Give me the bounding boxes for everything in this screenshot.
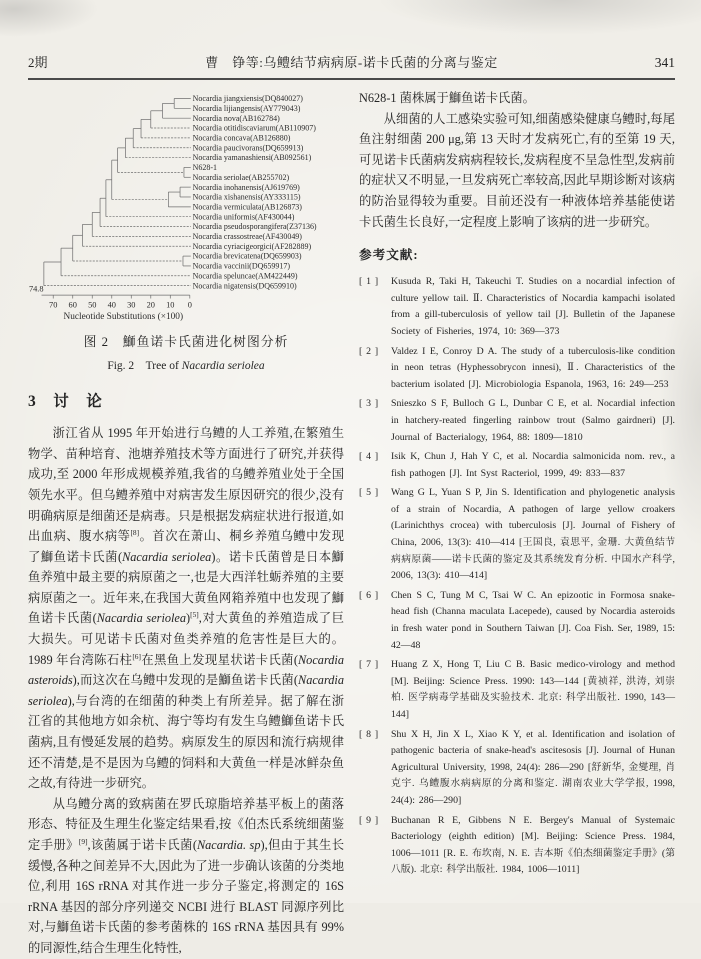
tree-leaf-label: Nocardia vaccinii(DQ659917) [192, 261, 291, 271]
reference-text: Isik K, Chun J, Hah Y C, et al. Nocardia salmonicida nom. rev., a fish pathogen [J]. Int Syst Racteriol, 1999, 49: 833—837 [391, 451, 675, 479]
reference-number: [ 7 ] [359, 659, 379, 671]
tree-leaf-label: Nocardia vermiculata(AB126873) [192, 202, 302, 212]
tree-leaf-label: Nocardia uniformis(AF430044) [192, 212, 295, 222]
tree-leaf-label: Nocardia seriolae(AB255702) [192, 172, 290, 182]
reference-number: [ 1 ] [359, 276, 379, 288]
reference-item [359, 344, 675, 394]
discussion-heading: 3 讨 论 [28, 393, 103, 411]
reference-text: Shu X H, Jin X L, Xiao K Y, et al. Identification and isolation of pathogenic bacteria of snake-head's ascitesosis [J]. Journal of Hunan Agricultural University, 1998, 24(4): 286—290 [舒新华, 金燮理, 肖克宇. 乌鳢腹水病病原的分离和鉴定. 湖南农业大学学报, 1998, 24(4): 286—290] [391, 728, 675, 806]
reference-number: [ 3 ] [359, 398, 379, 410]
tree-leaf-label: Nocardia inohanensis(AJ619769) [192, 182, 300, 192]
tree-leaf-label: Nocardia concava(AB126880) [192, 133, 291, 143]
tree-text: 20 [146, 300, 155, 310]
tree-leaf-label: Nocardia jiangxiensis(DQ840027) [192, 94, 303, 104]
reference-number: [ 8 ] [359, 728, 379, 740]
reference-text: Valdez I E, Conroy D A. The study of a tuberculosis-like condition in neon tetras (Hyphessobrycon innesi), Ⅱ. Characteristics of the bacterium isolated [J]. Microbiologia Espanola, 1963, 16: 249—253 [391, 345, 675, 390]
reference-item [359, 274, 675, 340]
tree-text: 60 [68, 300, 77, 310]
reference-item [359, 396, 675, 446]
figure-2 [28, 88, 344, 373]
infection-paragraph: 从细菌的人工感染实验可知,细菌感染健康乌鳢时,每尾鱼注射细菌 200 μg,第 13 天时才发病死亡,有的至第 19 天,可见诺卡氏菌病发病病程较长,发病程度不呈急性型,发病前的症状又不明显,一旦发病死亡率较高,因此早期诊断对该病的防治显得较为重要。目前还没有一种液体培养基能使诺卡氏菌生长良好,一定程度上影响了该病的进一步研究。 [359, 111, 675, 229]
tree-leaf-label: Nocardia paucivorans(DQ659913) [192, 143, 304, 153]
tree-leaf-label: N628-1 [192, 163, 218, 173]
reference-number: [ 2 ] [359, 345, 379, 357]
reference-item [359, 657, 675, 723]
discussion-paragraph-1: 浙江省从 1995 年开始进行乌鳢的人工养殖,在繁殖生物学、苗种培育、池塘养殖技术等方面进行了研究,并获得成功,至 2000 年形成规模养殖,我省的乌鳢养殖业处于全国领先水平。但乌鳢养殖中对病害发生原因研究的很少,没有明确病原是细菌还是病毒。只是根据发病症状进行报道,如出血病、腹水病等[8]。首次在萧山、桐乡养殖乌鳢中发现了鰤鱼诺卡氏菌(Nacardia seriolea)。诺卡氏菌曾是日本鰤鱼养殖中最主要的病原菌之一,也是大西洋牡蛎养殖的主要病原菌之一。近年来,在我国大黄鱼网箱养殖中也发现了鰤鱼诺卡氏菌(Nacardia seriolea)[5],对大黄鱼的养殖造成了巨大损失。可见诺卡氏菌对鱼类养殖的危害性是巨大的。1989 年台湾陈石柱[6]在黑鱼上发现星状诺卡氏菌(Nocardia asteroids),而这次在乌鳢中发现的是鰤鱼诺卡氏菌(Nacardia seriolea),与台湾的在细菌的种类上有所差异。据了解在浙江省的其他地方如余杭、海宁等均有发生乌鳢鰤鱼诺卡氏菌病,且有慢延发展的趋势。病原发生的原因和流行病规律还不清楚,是不是因为乌鳢的饲料和大黄鱼一样是冰鲜杂鱼之故,有待进一步研究。 [28, 426, 344, 791]
reference-text: Chen S C, Tung M C, Tsai W C. An epizootic in Formosa snake-head fish (Channa maculata Lacepede), caused by Nocardia asteroids in fresh water pond in Southern Taiwan [J]. Coa Fish. Ser, 1989, 15: 42—48 [391, 589, 675, 651]
reference-text: Buchanan R E, Gibbens N E. Bergey's Manual of Systemaic Bacteriology (eighth edition) [M]. Beijing: Science Press. 1984, 1006—1011 [R. E. 布坎南, N. E. 吉本斯《伯杰细菌鉴定手册》(第八版). 北京: 科学出版社. 1984, 1006—1011] [391, 814, 675, 876]
issue-label: 2期 [28, 55, 48, 70]
page-header [28, 52, 675, 80]
reference-number: [ 6 ] [359, 589, 379, 601]
tree-text: 50 [88, 300, 97, 310]
reference-text: Wang G L, Yuan S P, Jin S. Identification and phylogenetic analysis of a strain of Nocardia, A pathogen of large yellow croakers (Larinichthys crocea) with tuberculosis [J]. Journal of Fishery of China, 2006, 13(3): 410—414 [王国良, 袁思平, 金珊. 大黄鱼结节病病原菌——诺卡氏菌的鉴定及其系统发育分析. 中国水产科学, 2006, 13(3): 410—414] [391, 487, 675, 582]
tree-text: Nucleotide Substitutions (×100) [63, 311, 184, 322]
tree-text: 0 [187, 300, 192, 310]
reference-number: [ 9 ] [359, 814, 379, 826]
tree-leaf-label: Nocardia nova(AB162784) [192, 113, 280, 123]
reference-item [359, 449, 675, 482]
reference-item [359, 727, 675, 810]
reference-item [359, 588, 675, 654]
tree-leaf-label: Nocardia speluncae(AM422449) [192, 271, 298, 281]
tree-leaf-label: Nocardia cyriacigeorgici(AF282889) [192, 241, 312, 251]
page-number: 341 [654, 55, 675, 70]
phylogenetic-tree [28, 88, 344, 322]
running-title: 曹 铮等:乌鳢结节病病原-诺卡氏菌的分离与鉴定 [205, 55, 498, 70]
tree-text: 30 [127, 300, 136, 310]
reference-number: [ 4 ] [359, 451, 379, 463]
right-column [359, 88, 675, 959]
tree-leaf-label: Nocardia yamanashiensi(AB092561) [192, 153, 312, 163]
tree-leaf-label: Nocardia brevicatena(DQ659903) [192, 251, 302, 261]
two-column-layout [28, 88, 675, 959]
tree-text: 74.8 [28, 284, 44, 294]
reference-text: Snieszko S F, Bulloch G L, Dunbar C E, et al. Nocardial infection in hatchery-reated fingerling rainbow trout (Salmo gairdneri) [J]. Journal of Bacterialogy, 1964, 88: 1809—1810 [391, 398, 675, 443]
reference-item [359, 813, 675, 879]
reference-text: Kusuda R, Taki H, Takeuchi T. Studies on a nocardial infection of culture yellow tail. Ⅱ. Characteristics of Nocardia kampachi isolated from a gill-tuberculosis of yellow tail [J]. Bulletin of the Japanese Society of Fisheries, 1974, 10: 369—373 [391, 276, 675, 337]
left-column [28, 88, 344, 959]
tree-leaf-label: Nocardia otitidiscaviarum(AB110907) [192, 123, 316, 133]
tree-text: 10 [166, 300, 175, 310]
reference-text: Huang Z X, Hong T, Liu C B. Basic medico-virology and method [M]. Beijing: Science Press. 1990: 143—144 [黄祯祥, 洪涛, 刘崇柏. 医学病毒学基础及实验技术. 北京: 科学出版社. 1990, 143—144] [391, 659, 675, 720]
figure-caption-zh: 图 2 鰤鱼诺卡氏菌进化树图分析 [83, 335, 289, 350]
tree-leaf-label: Nocardia crassostreae(AF430049) [192, 232, 302, 242]
tree-leaf-label: Nocardia nigatensis(DQ659910) [192, 281, 297, 291]
continuation-line: N628-1 菌株属于鰤鱼诺卡氏菌。 [359, 91, 535, 105]
tree-text: 40 [107, 300, 116, 310]
discussion-paragraph-2: 从乌鳢分离的致病菌在罗氏琼脂培养基平板上的菌落形态、特征及生理生化鉴定结果看,按《伯杰氏系统细菌鉴定手册》[9],该菌属于诺卡氏菌(Nacardia. sp),但由于其生长缓慢,各种之间差异不大,因此为了进一步确认该菌的分类地位,利用 16S rRNA 对其作进一步分子鉴定,将测定的 16S rRNA 基因的部分序列递交 NCBI 进行 BLAST 同源序列比对,与鰤鱼诺卡氏菌的参考菌株的 16S rRNA 基因具有 99% 的同源性,结合生理生化特性, [28, 796, 344, 955]
tree-leaf-label: Nocardia lijiangensis(AY779043) [192, 103, 301, 113]
references-heading: 参考文献: [359, 248, 419, 263]
tree-leaf-label: Nocardia xishanensis(AY333115) [192, 192, 301, 202]
reference-number: [ 5 ] [359, 487, 379, 499]
figure-caption-en: Fig. 2 Tree of Nacardia seriolea [107, 360, 265, 373]
tree-leaf-label: Nocardia pseudosporangifera(Z37136) [192, 222, 317, 232]
tree-text: 70 [49, 300, 58, 310]
reference-item [359, 485, 675, 585]
references-list [359, 274, 675, 879]
